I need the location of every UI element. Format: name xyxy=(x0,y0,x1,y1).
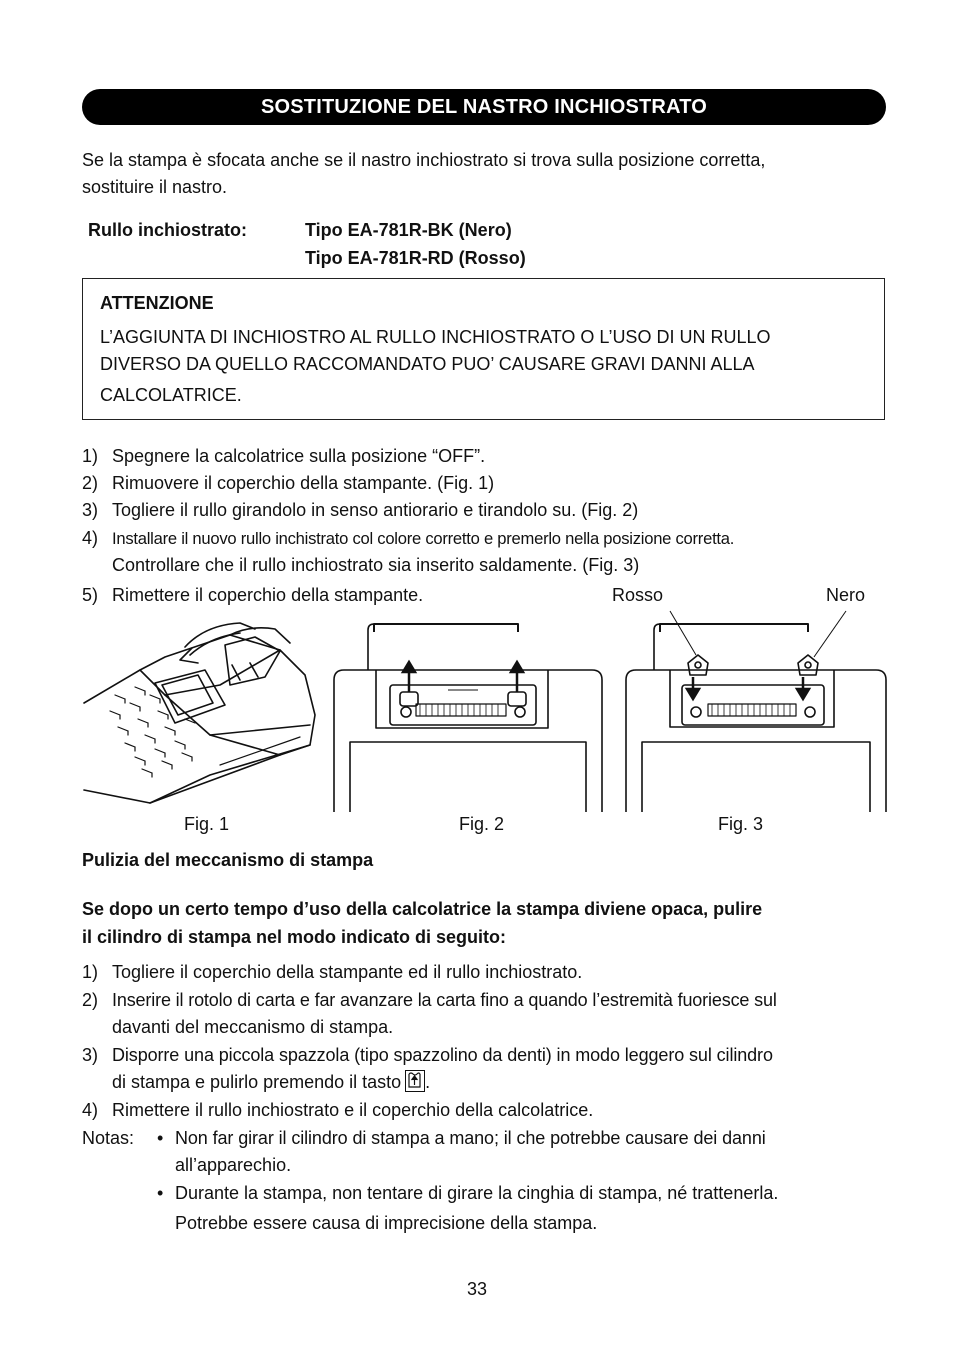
roller-label: Rullo inchiostrato: xyxy=(88,220,247,240)
page-number: 33 xyxy=(466,1279,488,1299)
fig-2-caption: Fig. 2 xyxy=(459,814,505,834)
step-text: Rimettere il coperchio della stampante. xyxy=(112,585,424,605)
note-2-line-2: Potrebbe essere causa di imprecisione della stampa. xyxy=(175,1213,598,1233)
roller-type-1: Tipo EA-781R-BK (Nero) xyxy=(305,220,512,240)
warning-line-1: L’AGGIUNTA DI INCHIOSTRO AL RULLO INCHIOSTRATO O L’USO DI UN RULLO xyxy=(100,327,771,347)
step-text: davanti del meccanismo di stampa. xyxy=(112,1017,394,1037)
step-text: Rimuovere il coperchio della stampante. (Fig. 1) xyxy=(112,473,495,493)
note-2-line-1: Durante la stampa, non tentare di girare la cinghia di stampa, né trattenerla. xyxy=(175,1183,779,1203)
fig-1-caption: Fig. 1 xyxy=(184,814,230,834)
step-text-end: . xyxy=(425,1072,431,1092)
intro-line-2: sostituire il nastro. xyxy=(82,177,228,197)
note-2-bullet: • xyxy=(157,1183,164,1203)
figure-1-illustration xyxy=(80,615,320,815)
step-text: Inserire il rotolo di carta e far avanzare la carta fino a quando l’estremità fuoriesce sul xyxy=(112,990,777,1010)
step-number: 2) xyxy=(82,473,99,493)
note-1-bullet: • xyxy=(157,1128,164,1148)
step-number: 3) xyxy=(82,1045,99,1065)
roller-type-2: Tipo EA-781R-RD (Rosso) xyxy=(305,248,526,268)
fig-3-caption: Fig. 3 xyxy=(718,814,764,834)
intro-line-1: Se la stampa è sfocata anche se il nastro inchiostrato si trova sulla posizione corretta, xyxy=(82,150,766,170)
step-text: Disporre una piccola spazzola (tipo spazzolino da denti) in modo leggero sul cilindro xyxy=(112,1045,773,1065)
step-number: 2) xyxy=(82,990,99,1010)
cleaning-intro-line-1: Se dopo un certo tempo d’uso della calcolatrice la stampa diviene opaca, pulire xyxy=(82,899,763,919)
warning-line-3: CALCOLATRICE. xyxy=(100,385,242,405)
step-number: 3) xyxy=(82,500,99,520)
step-number: 1) xyxy=(82,446,99,466)
section-title: SOSTITUZIONE DEL NASTRO INCHIOSTRATO xyxy=(82,89,886,125)
notes-label: Notas: xyxy=(82,1128,135,1148)
warning-title: ATTENZIONE xyxy=(100,293,214,313)
paper-feed-key-icon xyxy=(405,1070,425,1092)
step-text: Togliere il rullo girandolo in senso antiorario e tirandolo su. (Fig. 2) xyxy=(112,500,639,520)
figure-3-illustration xyxy=(620,605,888,815)
step-text: Controllare che il rullo inchiostrato sia inserito saldamente. (Fig. 3) xyxy=(112,555,640,575)
step-text: Installare il nuovo rullo inchistrato col colore corretto e premerlo nella posizione corretta. xyxy=(112,529,735,548)
warning-line-2: DIVERSO DA QUELLO RACCOMANDATO PUO’ CAUSARE GRAVI DANNI ALLA xyxy=(100,354,755,374)
label-rosso: Rosso xyxy=(612,585,664,605)
step-text: Togliere il coperchio della stampante ed il rullo inchiostrato. xyxy=(112,962,583,982)
label-nero: Nero xyxy=(826,585,866,605)
note-1-line-2: all’apparechio. xyxy=(175,1155,292,1175)
cleaning-heading: Pulizia del meccanismo di stampa xyxy=(82,850,374,870)
step-number: 4) xyxy=(82,528,99,548)
step-text: Rimettere il rullo inchiostrato e il coperchio della calcolatrice. xyxy=(112,1100,594,1120)
step-text: Spegnere la calcolatrice sulla posizione “OFF”. xyxy=(112,446,486,466)
cleaning-intro-line-2: il cilindro di stampa nel modo indicato di seguito: xyxy=(82,927,507,947)
step-number: 5) xyxy=(82,585,99,605)
step-number: 1) xyxy=(82,962,99,982)
step-number: 4) xyxy=(82,1100,99,1120)
figure-2-illustration xyxy=(328,620,608,815)
step-text-with-key xyxy=(112,1069,430,1096)
step-text: di stampa e pulirlo premendo il tasto xyxy=(112,1072,402,1092)
note-1-line-1: Non far girar il cilindro di stampa a mano; il che potrebbe causare dei danni xyxy=(175,1128,766,1148)
